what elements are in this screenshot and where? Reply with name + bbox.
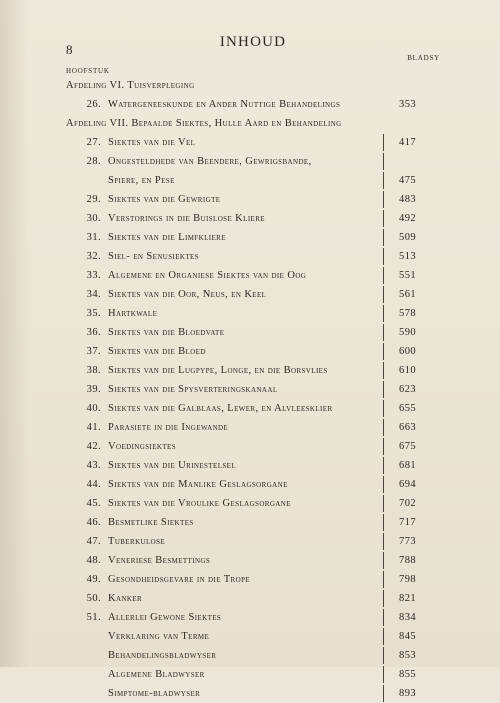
chapter-number: 50. bbox=[86, 593, 101, 604]
page-reference: 590 bbox=[399, 327, 416, 338]
chapter-title: Verstorings in die Buislose Kliere bbox=[108, 213, 265, 224]
column-rule bbox=[383, 305, 384, 322]
chapter-number: 34. bbox=[86, 289, 101, 300]
chapter-title: Algemene Bladwyser bbox=[108, 669, 205, 680]
chapter-number: 49. bbox=[86, 574, 101, 585]
chapter-number: 46. bbox=[86, 517, 101, 528]
chapter-title: Tuberkulose bbox=[108, 536, 166, 547]
toc-entry bbox=[86, 304, 419, 323]
chapter-title: Siektes van die Galblaas, Lewer, en Alvleesklier bbox=[108, 403, 333, 414]
toc-entry bbox=[86, 152, 419, 171]
page-reference: 773 bbox=[399, 536, 416, 547]
chapter-title: Ongesteldhede van Beendere, Gewrigsbande, bbox=[108, 156, 312, 167]
toc-entry bbox=[86, 133, 419, 152]
toc-entry-continuation bbox=[108, 171, 419, 190]
chapter-number: 48. bbox=[86, 555, 101, 566]
page-reference: 551 bbox=[399, 270, 416, 281]
column-rule bbox=[383, 495, 384, 512]
chapter-title: Verklaring van Terme bbox=[108, 631, 210, 642]
chapter-number: 39. bbox=[86, 384, 101, 395]
chapter-title: Siektes van die Vel bbox=[108, 137, 196, 148]
chapter-number: 30. bbox=[86, 213, 101, 224]
toc-entry bbox=[108, 627, 419, 646]
toc-entry bbox=[86, 456, 419, 475]
chapter-number: 38. bbox=[86, 365, 101, 376]
page-reference: 610 bbox=[399, 365, 416, 376]
chapter-number: 33. bbox=[86, 270, 101, 281]
page-reference: 663 bbox=[399, 422, 416, 433]
chapter-title: Gesondheidsgevare in die Trope bbox=[108, 574, 251, 585]
page-reference: 788 bbox=[399, 555, 416, 566]
running-header bbox=[66, 34, 440, 62]
page-reference: 561 bbox=[399, 289, 416, 300]
section-heading: Afdeling VII. Bepaalde Siektes, Hulle Aard en Behandeling bbox=[66, 118, 342, 129]
chapter-title: Algemene en Organiese Siektes van die Oog bbox=[108, 270, 307, 281]
column-rule bbox=[383, 324, 384, 341]
column-rule bbox=[383, 457, 384, 474]
page-reference: 834 bbox=[399, 612, 416, 623]
chapter-title: Siektes van die Oor, Neus, en Keel bbox=[108, 289, 267, 300]
toc-entry bbox=[86, 380, 419, 399]
column-rule bbox=[383, 172, 384, 189]
chapter-number: 37. bbox=[86, 346, 101, 357]
page-reference: 853 bbox=[399, 650, 416, 661]
chapter-number: 29. bbox=[86, 194, 101, 205]
chapter-number: 27. bbox=[86, 137, 101, 148]
toc-entry bbox=[86, 228, 419, 247]
chapter-title: Siektes van die Limfkliere bbox=[108, 232, 226, 243]
page-reference: 623 bbox=[399, 384, 416, 395]
chapter-number: 40. bbox=[86, 403, 101, 414]
chapter-number: 44. bbox=[86, 479, 101, 490]
page-reference: 694 bbox=[399, 479, 416, 490]
chapter-number: 31. bbox=[86, 232, 101, 243]
column-rule bbox=[383, 381, 384, 398]
toc-entry bbox=[86, 532, 419, 551]
chapter-title: Besmetlike Siektes bbox=[108, 517, 194, 528]
chapter-title: Siektes van die Bloedvate bbox=[108, 327, 225, 338]
chapter-number: 26. bbox=[86, 99, 101, 110]
column-rule bbox=[383, 248, 384, 265]
chapter-title: Siel- en Senusiektes bbox=[108, 251, 200, 262]
column-rule bbox=[383, 153, 384, 170]
page-reference: 483 bbox=[399, 194, 416, 205]
page-title: INHOUD bbox=[219, 34, 287, 50]
column-rule bbox=[383, 666, 384, 683]
page-reference: 509 bbox=[399, 232, 416, 243]
toc-entry bbox=[86, 475, 419, 494]
page-reference: 845 bbox=[399, 631, 416, 642]
chapter-title: Kanker bbox=[108, 593, 143, 604]
chapter-title: Parasiete in die Ingewande bbox=[108, 422, 229, 433]
page-reference: 655 bbox=[399, 403, 416, 414]
toc-entry bbox=[86, 513, 419, 532]
chapter-number: 47. bbox=[86, 536, 101, 547]
toc-entry bbox=[86, 494, 419, 513]
toc-entry bbox=[86, 551, 419, 570]
toc-entry bbox=[86, 589, 419, 608]
toc-entry bbox=[86, 418, 419, 437]
toc-entry bbox=[86, 323, 419, 342]
column-rule bbox=[383, 514, 384, 531]
chapter-title: Siektes van die Spysverteringskanaal bbox=[108, 384, 278, 395]
chapter-title: Siektes van die Urinestelsel bbox=[108, 460, 237, 471]
chapter-number: 41. bbox=[86, 422, 101, 433]
page-reference: 492 bbox=[399, 213, 416, 224]
column-rule bbox=[383, 609, 384, 626]
page-reference: 353 bbox=[399, 99, 416, 110]
column-rule bbox=[383, 400, 384, 417]
column-rule bbox=[383, 628, 384, 645]
chapter-number: 35. bbox=[86, 308, 101, 319]
page-reference: 417 bbox=[399, 137, 416, 148]
toc-entry bbox=[86, 95, 419, 114]
chapter-title: Allerlei Gewone Siektes bbox=[108, 612, 222, 623]
chapter-title: Veneriese Besmettings bbox=[108, 555, 211, 566]
page-reference: 855 bbox=[399, 669, 416, 680]
column-rule bbox=[383, 647, 384, 664]
column-rule bbox=[383, 590, 384, 607]
column-rule bbox=[383, 571, 384, 588]
chapter-title-continued: Spiere, en Pese bbox=[108, 175, 175, 186]
page-reference: 717 bbox=[399, 517, 416, 528]
toc-entry bbox=[86, 608, 419, 627]
column-rule bbox=[383, 267, 384, 284]
chapter-title: Watergeneeskunde en Ander Nuttige Behandelings bbox=[108, 99, 341, 110]
page-reference: 600 bbox=[399, 346, 416, 357]
toc-entry bbox=[86, 437, 419, 456]
toc-entry bbox=[86, 361, 419, 380]
page-reference: 475 bbox=[399, 175, 416, 186]
toc-entry bbox=[86, 570, 419, 589]
column-rule bbox=[383, 362, 384, 379]
page-reference: 681 bbox=[399, 460, 416, 471]
toc-entry bbox=[86, 399, 419, 418]
column-rule bbox=[383, 286, 384, 303]
column-rule bbox=[383, 685, 384, 702]
page-gutter-shadow bbox=[0, 0, 30, 667]
table-of-contents bbox=[66, 76, 419, 703]
chapter-title: Voedingsiektes bbox=[108, 441, 177, 452]
column-rule bbox=[383, 229, 384, 246]
toc-entry bbox=[86, 285, 419, 304]
toc-entry bbox=[86, 342, 419, 361]
column-rule bbox=[383, 438, 384, 455]
page-reference: 821 bbox=[399, 593, 416, 604]
column-rule bbox=[383, 343, 384, 360]
toc-entry bbox=[108, 684, 419, 703]
column-rule bbox=[383, 476, 384, 493]
chapter-title: Behandelingsbladwyser bbox=[108, 650, 217, 661]
column-rule bbox=[383, 210, 384, 227]
page-reference: 675 bbox=[399, 441, 416, 452]
chapter-title: Siektes van die Vroulike Geslagsorgane bbox=[108, 498, 291, 509]
chapter-title: Simptome-bladwyser bbox=[108, 688, 201, 699]
chapter-title: Siektes van die Lugpype, Longe, en die Borsvlies bbox=[108, 365, 328, 376]
toc-entry bbox=[86, 247, 419, 266]
column-rule bbox=[383, 134, 384, 151]
column-rule bbox=[383, 533, 384, 550]
chapter-number: 45. bbox=[86, 498, 101, 509]
chapter-title: Siektes van die Manlike Geslagsorgane bbox=[108, 479, 288, 490]
page-reference: 578 bbox=[399, 308, 416, 319]
column-rule bbox=[383, 419, 384, 436]
column-label-chapter: HOOFSTUK bbox=[66, 67, 110, 75]
column-rule bbox=[383, 552, 384, 569]
toc-entry bbox=[108, 646, 419, 665]
chapter-number: 43. bbox=[86, 460, 101, 471]
chapter-number: 28. bbox=[86, 156, 101, 167]
toc-entry bbox=[86, 266, 419, 285]
page-reference: 513 bbox=[399, 251, 416, 262]
column-label-page: BLADSY bbox=[407, 54, 440, 62]
section-heading: Afdeling VI. Tuisverpleging bbox=[66, 80, 195, 91]
toc-entry bbox=[108, 665, 419, 684]
chapter-number: 42. bbox=[86, 441, 101, 452]
page-reference: 798 bbox=[399, 574, 416, 585]
chapter-title: Hartkwale bbox=[108, 308, 158, 319]
chapter-title: Siektes van die Bloed bbox=[108, 346, 206, 357]
chapter-number: 32. bbox=[86, 251, 101, 262]
page-number: 8 bbox=[66, 42, 73, 57]
toc-entry bbox=[86, 190, 419, 209]
page-reference: 893 bbox=[399, 688, 416, 699]
chapter-number: 36. bbox=[86, 327, 101, 338]
toc-entry bbox=[86, 209, 419, 228]
chapter-title: Siektes van die Gewrigte bbox=[108, 194, 221, 205]
column-rule bbox=[383, 191, 384, 208]
page-reference: 702 bbox=[399, 498, 416, 509]
chapter-number: 51. bbox=[86, 612, 101, 623]
